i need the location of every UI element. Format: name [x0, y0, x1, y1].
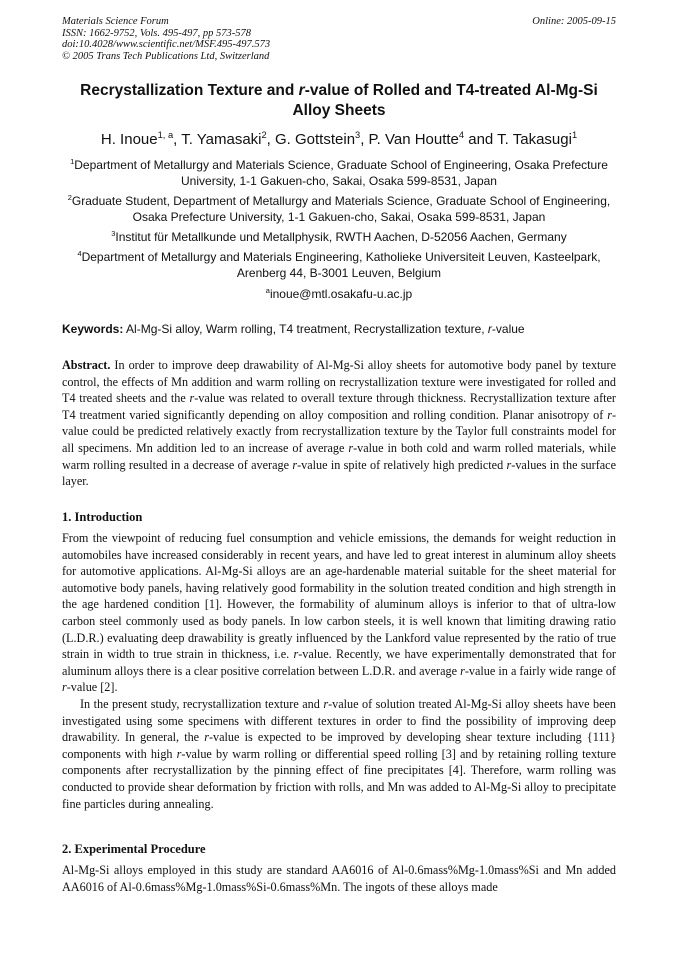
section-heading-introduction: 1. Introduction [62, 510, 143, 524]
keywords: Keywords: Al-Mg-Si alloy, Warm rolling, T4 treatment, Recrystallization texture, r-value [62, 322, 525, 336]
paper-title: Recrystallization Texture and r-value of Rolled and T4-treated Al-Mg-Si Alloy Sheets [80, 82, 598, 119]
issn: ISSN: 1662-9752, Vols. 495-497, pp 573-578 [62, 27, 251, 39]
author-list: H. Inoue$^{1, a}$, T. Yamasaki$^2$, G. Gottstein$^3$, P. Van Houtte$^4$ and T. Takasugi$^1$ [100, 130, 578, 148]
author-email[interactable]: $^a$inoue@mtl.osakafu-u.ac.jp [265, 286, 413, 301]
introduction-paragraph-1: From the viewpoint of reducing fuel consumption and vehicle emissions, the demands for weight reduction in automobiles have increased considerably in recent years, and have led to great interest in aluminum alloy sheets for automotive applications. Al-Mg-Si alloys are an age-hardenable material suitable for the sheet material for automotive body panels, having relatively good formability in the solution treated condition and high strength in the age hardened condition [1]. However, the formability of aluminum alloys is inferior to that of ultra-low carbon steel commonly used as body panels. In low carbon steels, it is well known that limiting drawing ratio (L.D.R.) evaluating deep drawability is greatly influenced by the Lankford value represented by the ratio of true strain in width to true strain in thickness, i.e. r-value. Recently, we have experimentally demonstrated that for aluminum alloys there is a clear positive correlation between L.D.R. and average r-value in a fairly wide range of r-value [2]. [62, 531, 616, 695]
journal-header [62, 16, 616, 62]
copyright: © 2005 Trans Tech Publications Ltd, Switzerland [62, 50, 270, 62]
introduction-paragraph-2: In the present study, recrystallization texture and r-value of solution treated Al-Mg-Si alloy sheets have been investigated using some specimens with different textures in order to find the possibility of improving deep drawability. In general, the r-value is expected to be improved by developing shear texture including {111} components with high r-value by warm rolling or differential speed rolling [3] and by retaining rolling texture components after recrystallization by the pinning effect of fine precipitates [4]. Therefore, warm rolling was conducted to provide shear deformation by friction with rolls, and Mn was added to Al-Mg-Si alloy to precipitate fine particles during annealing. [62, 696, 616, 811]
affiliation-2: $^2$Graduate Student, Department of Metallurgy and Materials Science, Graduate School of Engineering, Osaka Prefecture University, 1-1 Gakuen-cho, Sakai, Osaka 599-8531, Japan [67, 193, 611, 224]
abstract: Abstract. In order to improve deep drawability of Al-Mg-Si alloy sheets for automotive body panel by texture control, the effects of Mn addition and warm rolling on recrystallization texture were investigated for rolled and T4 treated sheets and the r-value was related to overall texture through thickness. Recrystallization texture after T4 treatment varied significantly depending on alloy composition and rolling condition. Planar anisotropy of r-value could be predicted relatively exactly from recrystallization texture by the Taylor full constraints model for all specimens. Mn addition led to an increase of average r-value in both cold and warm rolled materials, while warm rolling resulted in a decrease of average r-value in spite of relatively high predicted r-values in the surface layer. [62, 358, 616, 489]
online-date: Online: 2005-09-15 [532, 16, 616, 27]
introduction-body [62, 530, 616, 812]
journal-name: Materials Science Forum [62, 16, 169, 27]
affiliation-3: $^3$Institut für Metallkunde und Metallphysik, RWTH Aachen, D-52056 Aachen, Germany [111, 229, 567, 244]
affiliation-4: $^4$Department of Metallurgy and Materials Engineering, Katholieke Universiteit Leuven, Kasteelpark, Arenberg 44, B-3001 Leuven, Belgium [77, 249, 601, 280]
section-heading-experimental: 2. Experimental Procedure [62, 842, 206, 856]
abstract-label: Abstract. [62, 358, 111, 372]
doi: doi:10.4028/www.scientific.net/MSF.495-497.573 [62, 39, 271, 50]
affiliation-1: $^1$Department of Metallurgy and Materials Science, Graduate School of Engineering, Osaka Prefecture University, 1-1 Gakuen-cho, Sakai, Osaka 599-8531, Japan [70, 157, 608, 188]
experimental-body: Al-Mg-Si alloys employed in this study are standard AA6016 of Al-0.6mass%Mg-1.0mass%Si and Mn added AA6016 of Al-0.6mass%Mg-1.0mass%Si-0.6mass%Mn. The ingots of these alloys made [62, 863, 616, 894]
